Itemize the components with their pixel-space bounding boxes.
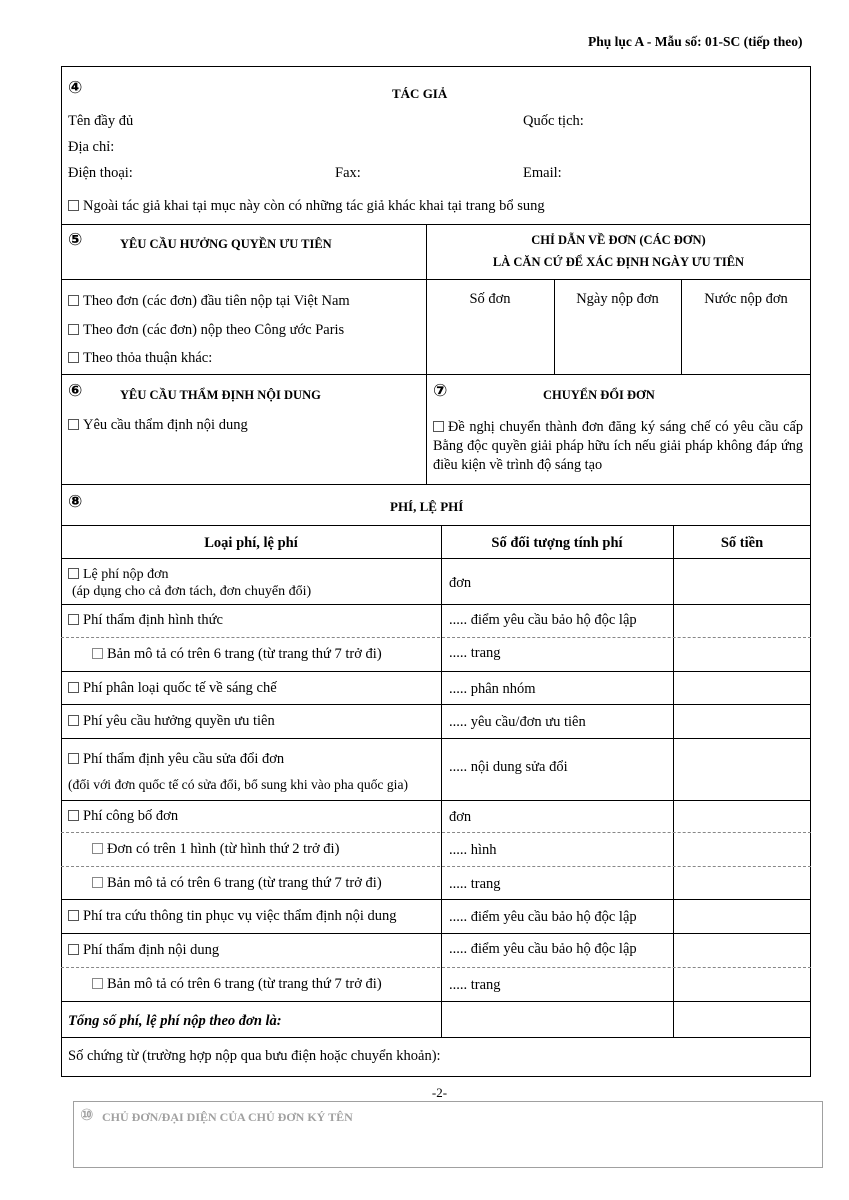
priority-option-other[interactable] — [68, 349, 212, 367]
section-number-4: ④ — [68, 78, 83, 98]
examination-checkbox[interactable] — [68, 419, 79, 430]
col-fee-amount: Số tiền — [720, 535, 764, 551]
fee-type: Phí công bố đơn — [83, 808, 179, 824]
fee-checkbox[interactable] — [68, 810, 79, 821]
divider — [61, 637, 811, 638]
section-number-10: ⑩ — [80, 1105, 94, 1124]
priority-vietnam-checkbox[interactable] — [68, 295, 79, 306]
conversion-option[interactable] — [433, 418, 803, 475]
section-title-examination: YÊU CẦU THẨM ĐỊNH NỘI DUNG — [120, 388, 321, 402]
fee-count: ..... yêu cầu/đơn ưu tiên — [449, 714, 586, 730]
fee-row[interactable] — [92, 840, 339, 858]
fee-row[interactable] — [68, 679, 277, 697]
priority-option-label: Theo đơn (các đơn) đầu tiên nộp tại Việt Nam — [83, 293, 350, 309]
section-signature — [73, 1101, 823, 1168]
col-filing-country: Nước nộp đơn — [704, 291, 788, 307]
fee-row[interactable] — [68, 566, 311, 600]
priority-option-label: Theo thỏa thuận khác: — [83, 350, 213, 366]
priority-guide-line1: CHỈ DẪN VỀ ĐƠN (CÁC ĐƠN) — [531, 233, 706, 247]
phone-label: Điện thoại: — [68, 165, 133, 181]
fee-type: Phí thẩm định hình thức — [83, 612, 223, 628]
fee-count: ..... trang — [449, 876, 501, 892]
fee-checkbox[interactable] — [68, 715, 79, 726]
divider — [61, 558, 811, 559]
divider — [61, 279, 811, 280]
divider — [61, 800, 811, 801]
section-title-conversion: CHUYỂN ĐỔI ĐƠN — [543, 388, 655, 402]
fee-type-note: (đối với đơn quốc tế có sửa đổi, bổ sung khi vào pha quốc gia) — [68, 777, 409, 792]
divider — [61, 832, 811, 833]
address-label: Địa chỉ: — [68, 139, 115, 155]
fee-type: Phí yêu cầu hưởng quyền ưu tiên — [83, 713, 275, 729]
section-title-signature: CHỦ ĐƠN/ĐẠI DIỆN CỦA CHỦ ĐƠN KÝ TÊN — [102, 1110, 353, 1124]
fee-row[interactable] — [92, 645, 382, 663]
fee-checkbox[interactable] — [68, 682, 79, 693]
priority-guide-line2: LÀ CĂN CỨ ĐỂ XÁC ĐỊNH NGÀY ƯU TIÊN — [492, 255, 745, 269]
fee-checkbox[interactable] — [92, 877, 103, 888]
fees-total-input[interactable] — [674, 1002, 810, 1036]
priority-option-paris[interactable] — [68, 321, 344, 339]
section-number-5: ⑤ — [68, 230, 83, 250]
divider — [61, 671, 811, 672]
fee-checkbox[interactable] — [68, 753, 79, 764]
fee-row[interactable] — [68, 746, 408, 798]
col-fee-count: Số đối tượng tính phí — [491, 535, 623, 551]
fee-row[interactable] — [68, 611, 223, 629]
divider — [61, 967, 811, 968]
fee-count: đơn — [449, 809, 472, 825]
divider — [61, 484, 811, 485]
fee-type: Đơn có trên 1 hình (từ hình thứ 2 trở đi) — [107, 841, 340, 857]
divider — [61, 1037, 811, 1038]
fee-type: Phí thẩm định nội dung — [83, 942, 220, 958]
divider — [61, 933, 811, 934]
conversion-checkbox[interactable] — [433, 421, 444, 432]
fee-checkbox[interactable] — [92, 843, 103, 854]
fee-row[interactable] — [68, 907, 397, 925]
divider — [61, 899, 811, 900]
section-title-fees: PHÍ, LỆ PHÍ — [390, 499, 464, 514]
fee-count: ..... nội dung sửa đổi — [449, 759, 568, 775]
section-number-8: ⑧ — [68, 492, 83, 512]
fee-row[interactable] — [68, 807, 178, 825]
divider — [61, 866, 811, 867]
section-number-6: ⑥ — [68, 381, 83, 401]
page-number: -2- — [431, 1085, 448, 1100]
fee-count: ..... điểm yêu cầu bảo hộ độc lập — [449, 941, 637, 957]
priority-option-label: Theo đơn (các đơn) nộp theo Công ước Paris — [83, 322, 345, 338]
fee-count: đơn — [449, 575, 472, 591]
annex-label: Phụ lục A - Mẫu số: 01-SC (tiếp theo) — [588, 34, 803, 49]
fee-checkbox[interactable] — [92, 648, 103, 659]
fee-type: Phí tra cứu thông tin phục vụ việc thẩm định nội dung — [83, 908, 397, 924]
other-authors-label: Ngoài tác giả khai tại mục này còn có những tác giả khác khai tại trang bổ sung — [83, 198, 545, 214]
fee-type: Lệ phí nộp đơn — [83, 567, 169, 582]
fee-row[interactable] — [92, 874, 382, 892]
divider — [673, 525, 674, 1037]
priority-option-vietnam[interactable] — [68, 292, 350, 310]
fee-type: Bản mô tả có trên 6 trang (từ trang thứ 7 trở đi) — [107, 646, 382, 662]
divider — [61, 224, 811, 225]
priority-paris-checkbox[interactable] — [68, 324, 79, 335]
divider — [61, 704, 811, 705]
divider — [426, 374, 427, 484]
fee-checkbox[interactable] — [68, 568, 79, 579]
voucher-label: Số chứng từ (trường hợp nộp qua bưu điện hoặc chuyển khoản): — [68, 1048, 441, 1064]
examination-option[interactable] — [68, 416, 248, 434]
examination-option-label: Yêu cầu thẩm định nội dung — [83, 417, 248, 433]
divider — [441, 525, 442, 1037]
fee-checkbox[interactable] — [68, 944, 79, 955]
fee-checkbox[interactable] — [68, 614, 79, 625]
fees-total-label: Tổng số phí, lệ phí nộp theo đơn là: — [68, 1013, 282, 1029]
fee-row[interactable] — [92, 975, 382, 993]
fee-type: Phí phân loại quốc tế về sáng chế — [83, 680, 277, 696]
section-title-author: TÁC GIẢ — [392, 86, 448, 101]
fee-row[interactable] — [68, 712, 275, 730]
full-name-label: Tên đầy đủ — [68, 113, 134, 129]
divider — [61, 374, 811, 375]
fee-type: Phí thẩm định yêu cầu sửa đổi đơn — [83, 751, 285, 767]
conversion-option-label: Đề nghị chuyển thành đơn đăng ký sáng chế có yêu cầu cấp Bằng độc quyền giải pháp hữu ích nếu giải pháp không đáp ứng điều kiện về trình độ sáng tạo — [433, 419, 803, 473]
divider — [61, 525, 811, 526]
fee-row[interactable] — [68, 941, 219, 959]
fee-type-note: (áp dụng cho cả đơn tách, đơn chuyển đổi) — [72, 584, 312, 599]
fee-count: ..... điểm yêu cầu bảo hộ độc lập — [449, 909, 637, 925]
col-fee-type: Loại phí, lệ phí — [204, 535, 298, 551]
fee-checkbox[interactable] — [68, 910, 79, 921]
col-filing-date: Ngày nộp đơn — [576, 291, 659, 307]
fee-type: Bản mô tả có trên 6 trang (từ trang thứ 7 trở đi) — [107, 875, 382, 891]
divider — [61, 604, 811, 605]
fee-checkbox[interactable] — [92, 978, 103, 989]
other-authors-option[interactable] — [68, 197, 545, 215]
fee-type: Bản mô tả có trên 6 trang (từ trang thứ 7 trở đi) — [107, 976, 382, 992]
email-label: Email: — [523, 165, 562, 181]
priority-other-checkbox[interactable] — [68, 352, 79, 363]
section-title-priority: YÊU CẦU HƯỞNG QUYỀN ƯU TIÊN — [120, 237, 332, 251]
fax-label: Fax: — [335, 165, 361, 181]
fee-count: ..... phân nhóm — [449, 681, 536, 697]
fee-count: ..... trang — [449, 645, 501, 661]
fee-count: ..... hình — [449, 842, 497, 858]
divider — [61, 738, 811, 739]
section-number-7: ⑦ — [433, 381, 448, 401]
fee-count: ..... điểm yêu cầu bảo hộ độc lập — [449, 612, 637, 628]
other-authors-checkbox[interactable] — [68, 200, 79, 211]
fee-count: ..... trang — [449, 977, 501, 993]
nationality-label: Quốc tịch: — [523, 113, 584, 129]
col-application-number: Số đơn — [469, 291, 511, 307]
